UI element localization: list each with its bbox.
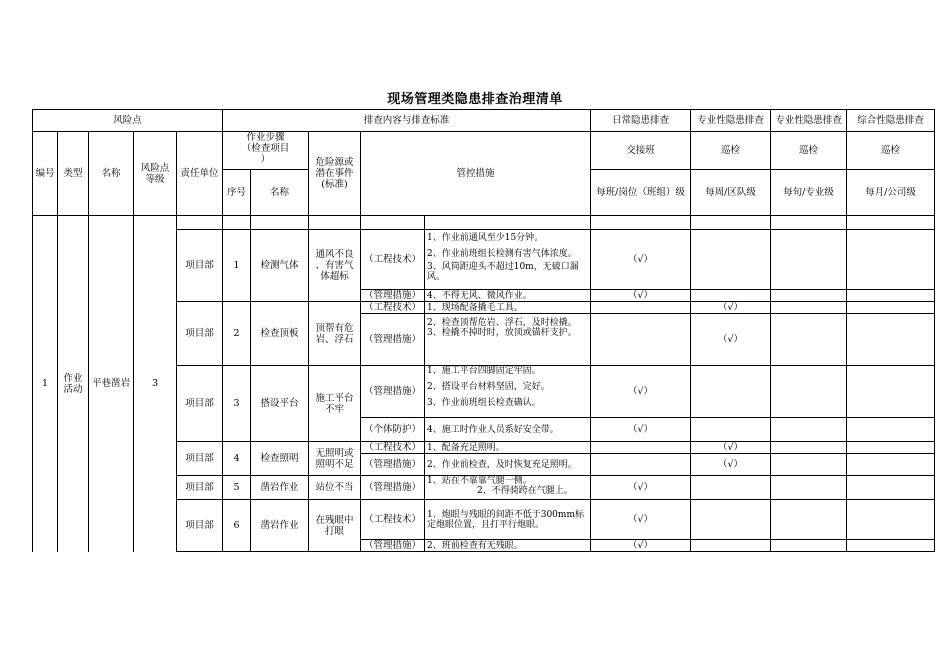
header-freq-ten: 每旬/专业级 bbox=[771, 170, 847, 216]
check-weekly: （√） bbox=[691, 454, 771, 476]
hazard: 通风不良 、有害气 体超标 bbox=[309, 230, 361, 302]
header-inspect-content: 排查内容与排查标准 bbox=[223, 110, 591, 132]
measure-category: （管理措施） bbox=[361, 314, 425, 366]
measure-text: 2、班前检查有无残眼。 bbox=[425, 540, 591, 552]
page-title: 现场管理类隐患排查治理清单 bbox=[387, 92, 563, 107]
measure-text: 2、不得骑跨在气腿上。 bbox=[477, 486, 573, 496]
header-name: 名称 bbox=[89, 132, 134, 216]
step-name: 搭设平台 bbox=[251, 366, 309, 442]
check-daily: （√） bbox=[591, 230, 691, 290]
risk-type: 作业 活动 bbox=[58, 216, 89, 552]
measure-text: 1、作业前通风至少15分钟。 bbox=[427, 233, 544, 243]
seq-number: 3 bbox=[223, 366, 251, 442]
risk-level: 3 bbox=[134, 216, 177, 552]
header-risk-point: 风险点 bbox=[33, 110, 223, 132]
check-weekly: （√） bbox=[691, 314, 771, 366]
hazard: 在残眼中 打眼 bbox=[309, 500, 361, 552]
header-shift-handover: 交接班 bbox=[591, 132, 691, 170]
step-name: 检测气体 bbox=[251, 230, 309, 302]
measure-category: （工程技术） bbox=[361, 230, 425, 290]
step-name: 凿岩作业 bbox=[251, 476, 309, 500]
check-weekly: （√） bbox=[691, 302, 771, 314]
resp-unit: 项目部 bbox=[177, 366, 223, 442]
seq-number: 2 bbox=[223, 302, 251, 366]
measure-text: 2、作业前班组长检测有害气体浓度。 bbox=[427, 249, 577, 259]
seq-number: 5 bbox=[223, 476, 251, 500]
hazard: 顶帮有危 岩、浮石 bbox=[309, 302, 361, 366]
check-weekly: （√） bbox=[691, 442, 771, 454]
resp-unit: 项目部 bbox=[177, 476, 223, 500]
header-patrol-1: 巡检 bbox=[691, 132, 771, 170]
check-daily: （√） bbox=[591, 476, 691, 500]
check-daily: （√） bbox=[591, 366, 691, 418]
measure-category: （工程技术） bbox=[361, 302, 425, 314]
check-daily: （√） bbox=[591, 418, 691, 442]
measure-category: （管理措施） bbox=[361, 476, 425, 500]
measure-text: 4、施工时作业人员系好安全带。 bbox=[425, 418, 591, 442]
measure-text: 3、作业前班组长检查确认。 bbox=[427, 398, 541, 408]
check-daily: （√） bbox=[591, 290, 691, 302]
measure-category: （管理措施） bbox=[361, 454, 425, 476]
step-name: 凿岩作业 bbox=[251, 500, 309, 552]
measure-category: （管理措施） bbox=[361, 366, 425, 418]
measure-category: （管理措施） bbox=[361, 290, 425, 302]
header-resp-unit: 责任单位 bbox=[177, 132, 223, 216]
header-comprehensive: 综合性隐患排查 bbox=[847, 110, 935, 132]
measure-text: 1、施工平台四脚固定牢固。 bbox=[427, 366, 541, 376]
control-measures bbox=[425, 314, 591, 366]
hazard: 站位不当 bbox=[309, 476, 361, 500]
header-freq-week: 每周/区队级 bbox=[691, 170, 771, 216]
control-measures bbox=[425, 366, 591, 418]
header-patrol-2: 巡检 bbox=[771, 132, 847, 170]
header-type: 类型 bbox=[58, 132, 89, 216]
measure-text: 4、不得无风、微风作业。 bbox=[425, 290, 591, 302]
measure-text: 2、作业前检查，及时恢复充足照明。 bbox=[425, 454, 591, 476]
header-patrol-3: 巡检 bbox=[847, 132, 935, 170]
header-work-steps: 作业步骤 （检查项目 ） bbox=[223, 132, 309, 170]
resp-unit: 项目部 bbox=[177, 230, 223, 302]
measure-category: （工程技术） bbox=[361, 500, 425, 540]
measure-text: 1、现场配备撬毛工具。 bbox=[425, 302, 591, 314]
measure-text: 3、检撬不掉时时，放顶或锚杆支护。 bbox=[427, 328, 577, 338]
risk-name: 平巷凿岩 bbox=[89, 216, 134, 552]
control-measures bbox=[425, 230, 591, 290]
seq-number: 1 bbox=[223, 230, 251, 302]
measure-text: 2、搭设平台材料坚固，完好。 bbox=[427, 382, 550, 392]
step-name: 检查照明 bbox=[251, 442, 309, 476]
measure-text: 2、检查顶帮危岩、浮石，及时检撬。 bbox=[427, 318, 577, 328]
header-risk-level: 风险点 等级 bbox=[134, 132, 177, 216]
hazard: 无照明或 照明不足 bbox=[309, 442, 361, 476]
header-special-2: 专业性隐患排查 bbox=[771, 110, 847, 132]
risk-no: 1 bbox=[33, 216, 58, 552]
header-special-1: 专业性隐患排查 bbox=[691, 110, 771, 132]
measure-text: 1、炮眼与残眼的间距不低于300mm标定炮眼位置，且打平行炮眼。 bbox=[425, 500, 591, 540]
measure-text: 1、站在不靠靠气腿一侧。 bbox=[427, 476, 532, 486]
resp-unit: 项目部 bbox=[177, 500, 223, 552]
measure-category: （管理措施） bbox=[361, 540, 425, 552]
measure-text: 3、风筒距迎头不超过10m，无破口漏风。 bbox=[427, 262, 579, 282]
header-freq-month: 每月/公司级 bbox=[847, 170, 935, 216]
inspection-table bbox=[32, 109, 935, 552]
measure-category: （个体防护） bbox=[361, 418, 425, 442]
measure-text: 1、配备充足照明。 bbox=[425, 442, 591, 454]
header-daily: 日常隐患排查 bbox=[591, 110, 691, 132]
header-hazard: 危险源或 潜在事件 (标准) bbox=[309, 132, 361, 216]
resp-unit: 项目部 bbox=[177, 302, 223, 366]
seq-number: 6 bbox=[223, 500, 251, 552]
header-no: 编号 bbox=[33, 132, 58, 216]
check-daily: （√） bbox=[591, 500, 691, 540]
measure-category: （工程技术） bbox=[361, 442, 425, 454]
seq-number: 4 bbox=[223, 442, 251, 476]
control-measures bbox=[425, 476, 591, 500]
header-control: 管控措施 bbox=[361, 132, 591, 216]
header-freq-daily: 每班/岗位（班组）级 bbox=[591, 170, 691, 216]
header-step-name: 名称 bbox=[251, 170, 309, 216]
check-daily: （√） bbox=[591, 540, 691, 552]
resp-unit: 项目部 bbox=[177, 442, 223, 476]
step-name: 检查顶板 bbox=[251, 302, 309, 366]
hazard: 施工平台 不牢 bbox=[309, 366, 361, 442]
header-seq: 序号 bbox=[223, 170, 251, 216]
